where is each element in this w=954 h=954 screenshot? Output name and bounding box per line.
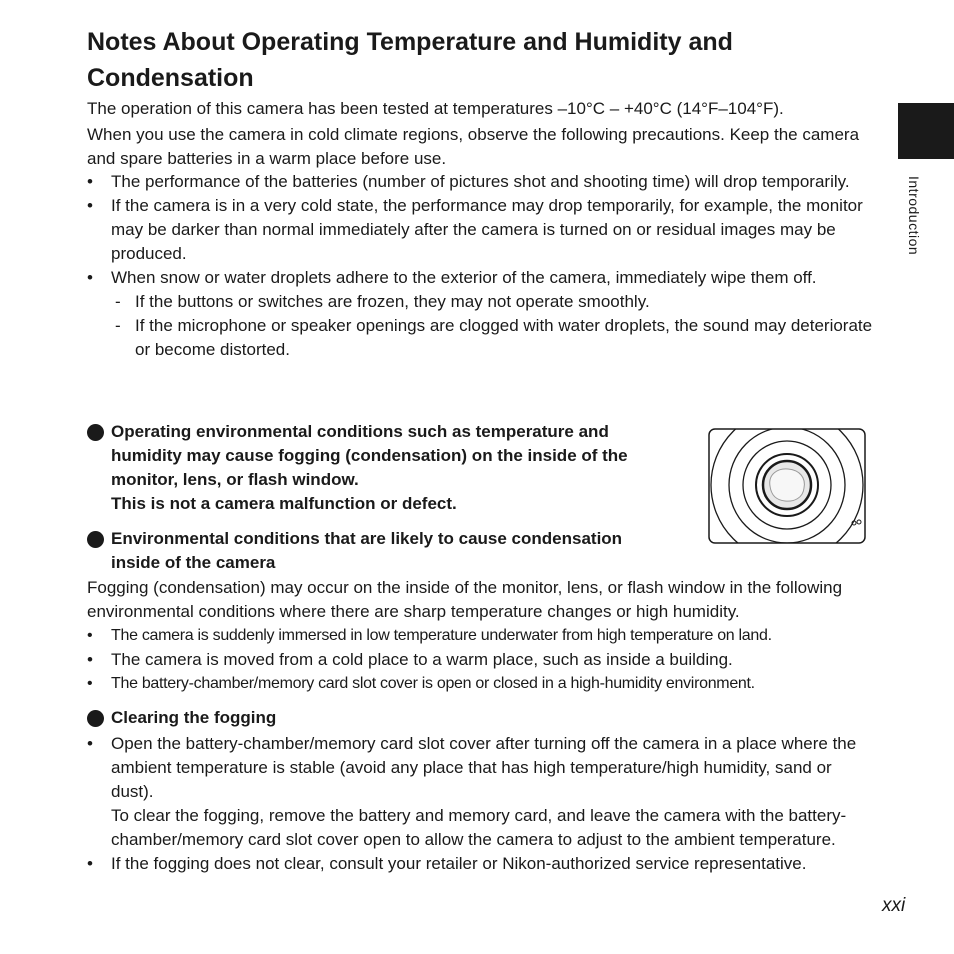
clearing-fogging-list [87,732,877,876]
list-item: • The performance of the batteries (number of pictures shot and shooting time) will drop temporarily. [87,170,877,194]
fogging-conditions-text: Fogging (condensation) may occur on the inside of the monitor, lens, or flash window in the following environmental conditions where there are sharp temperature changes or high humidity. [87,578,843,621]
tested-temperature-text: The operation of this camera has been tested at temperatures –10°C – +40°C (14°F–104°F). [87,99,784,118]
list-item: • The camera is suddenly immersed in low temperature underwater from high temperature on land. [87,624,887,648]
note-likely-conditions-heading: Environmental conditions that are likely to cause condensation inside of the camera [87,527,667,575]
sub-list [111,290,877,362]
section-label: Introduction [906,176,922,256]
list-item: • The battery-chamber/memory card slot cover is open or closed in a high-humidity environment. [87,672,887,696]
list-item: • If the camera is in a very cold state, the performance may drop temporarily, for example, the monitor may be darker than normal immediately after the camera is turned on or residual images may be produced. [87,194,877,266]
cold-regions-text: When you use the camera in cold climate regions, observe the following precautions. Keep the camera and spare batteries in a warm place before use. [87,125,860,168]
page-title: Notes About Operating Temperature and Humidity and Condensation [87,28,733,92]
sub-list-item: - If the buttons or switches are frozen, they may not operate smoothly. [111,290,877,314]
fogging-conditions-list [87,624,887,696]
fogged-lens-illustration [708,428,866,544]
list-item: • When snow or water droplets adhere to the exterior of the camera, immediately wipe them off. - If the buttons or switches are frozen, they may not operate smoothly. - If the microphone or speaker openings are clogged with water droplets, the sound may deteriorate or become distorted. [87,266,877,362]
note-bullet-icon [87,424,104,441]
note-bullet-icon [87,710,104,727]
list-item: • Open the battery-chamber/memory card slot cover after turning off the camera in a place where the ambient temperature is stable (avoid any place that has high temperature/high humidity, sand or dust). To clear the fogging, remove the battery and memory card, and leave the camera with the battery-chamber/memory card slot cover open to allow the camera to adjust to the ambient temperature. [87,732,877,852]
sub-list-item: - If the microphone or speaker openings are clogged with water droplets, the sound may deteriorate or become distorted. [111,314,877,362]
page-number: xxi [882,895,906,916]
list-item: • The camera is moved from a cold place to a warm place, such as inside a building. [87,648,887,672]
note-condensation-heading: Operating environmental conditions such as temperature and humidity may cause fogging (condensation) on the inside of the monitor, lens, or flash window. This is not a camera malfunction or defect. [87,420,667,516]
section-tab-marker [898,103,954,159]
list-item: • If the fogging does not clear, consult your retailer or Nikon-authorized service representative. [87,852,877,876]
note-clearing-heading: Clearing the fogging [87,706,667,730]
note-bullet-icon [87,531,104,548]
cold-precautions-list [87,170,877,362]
